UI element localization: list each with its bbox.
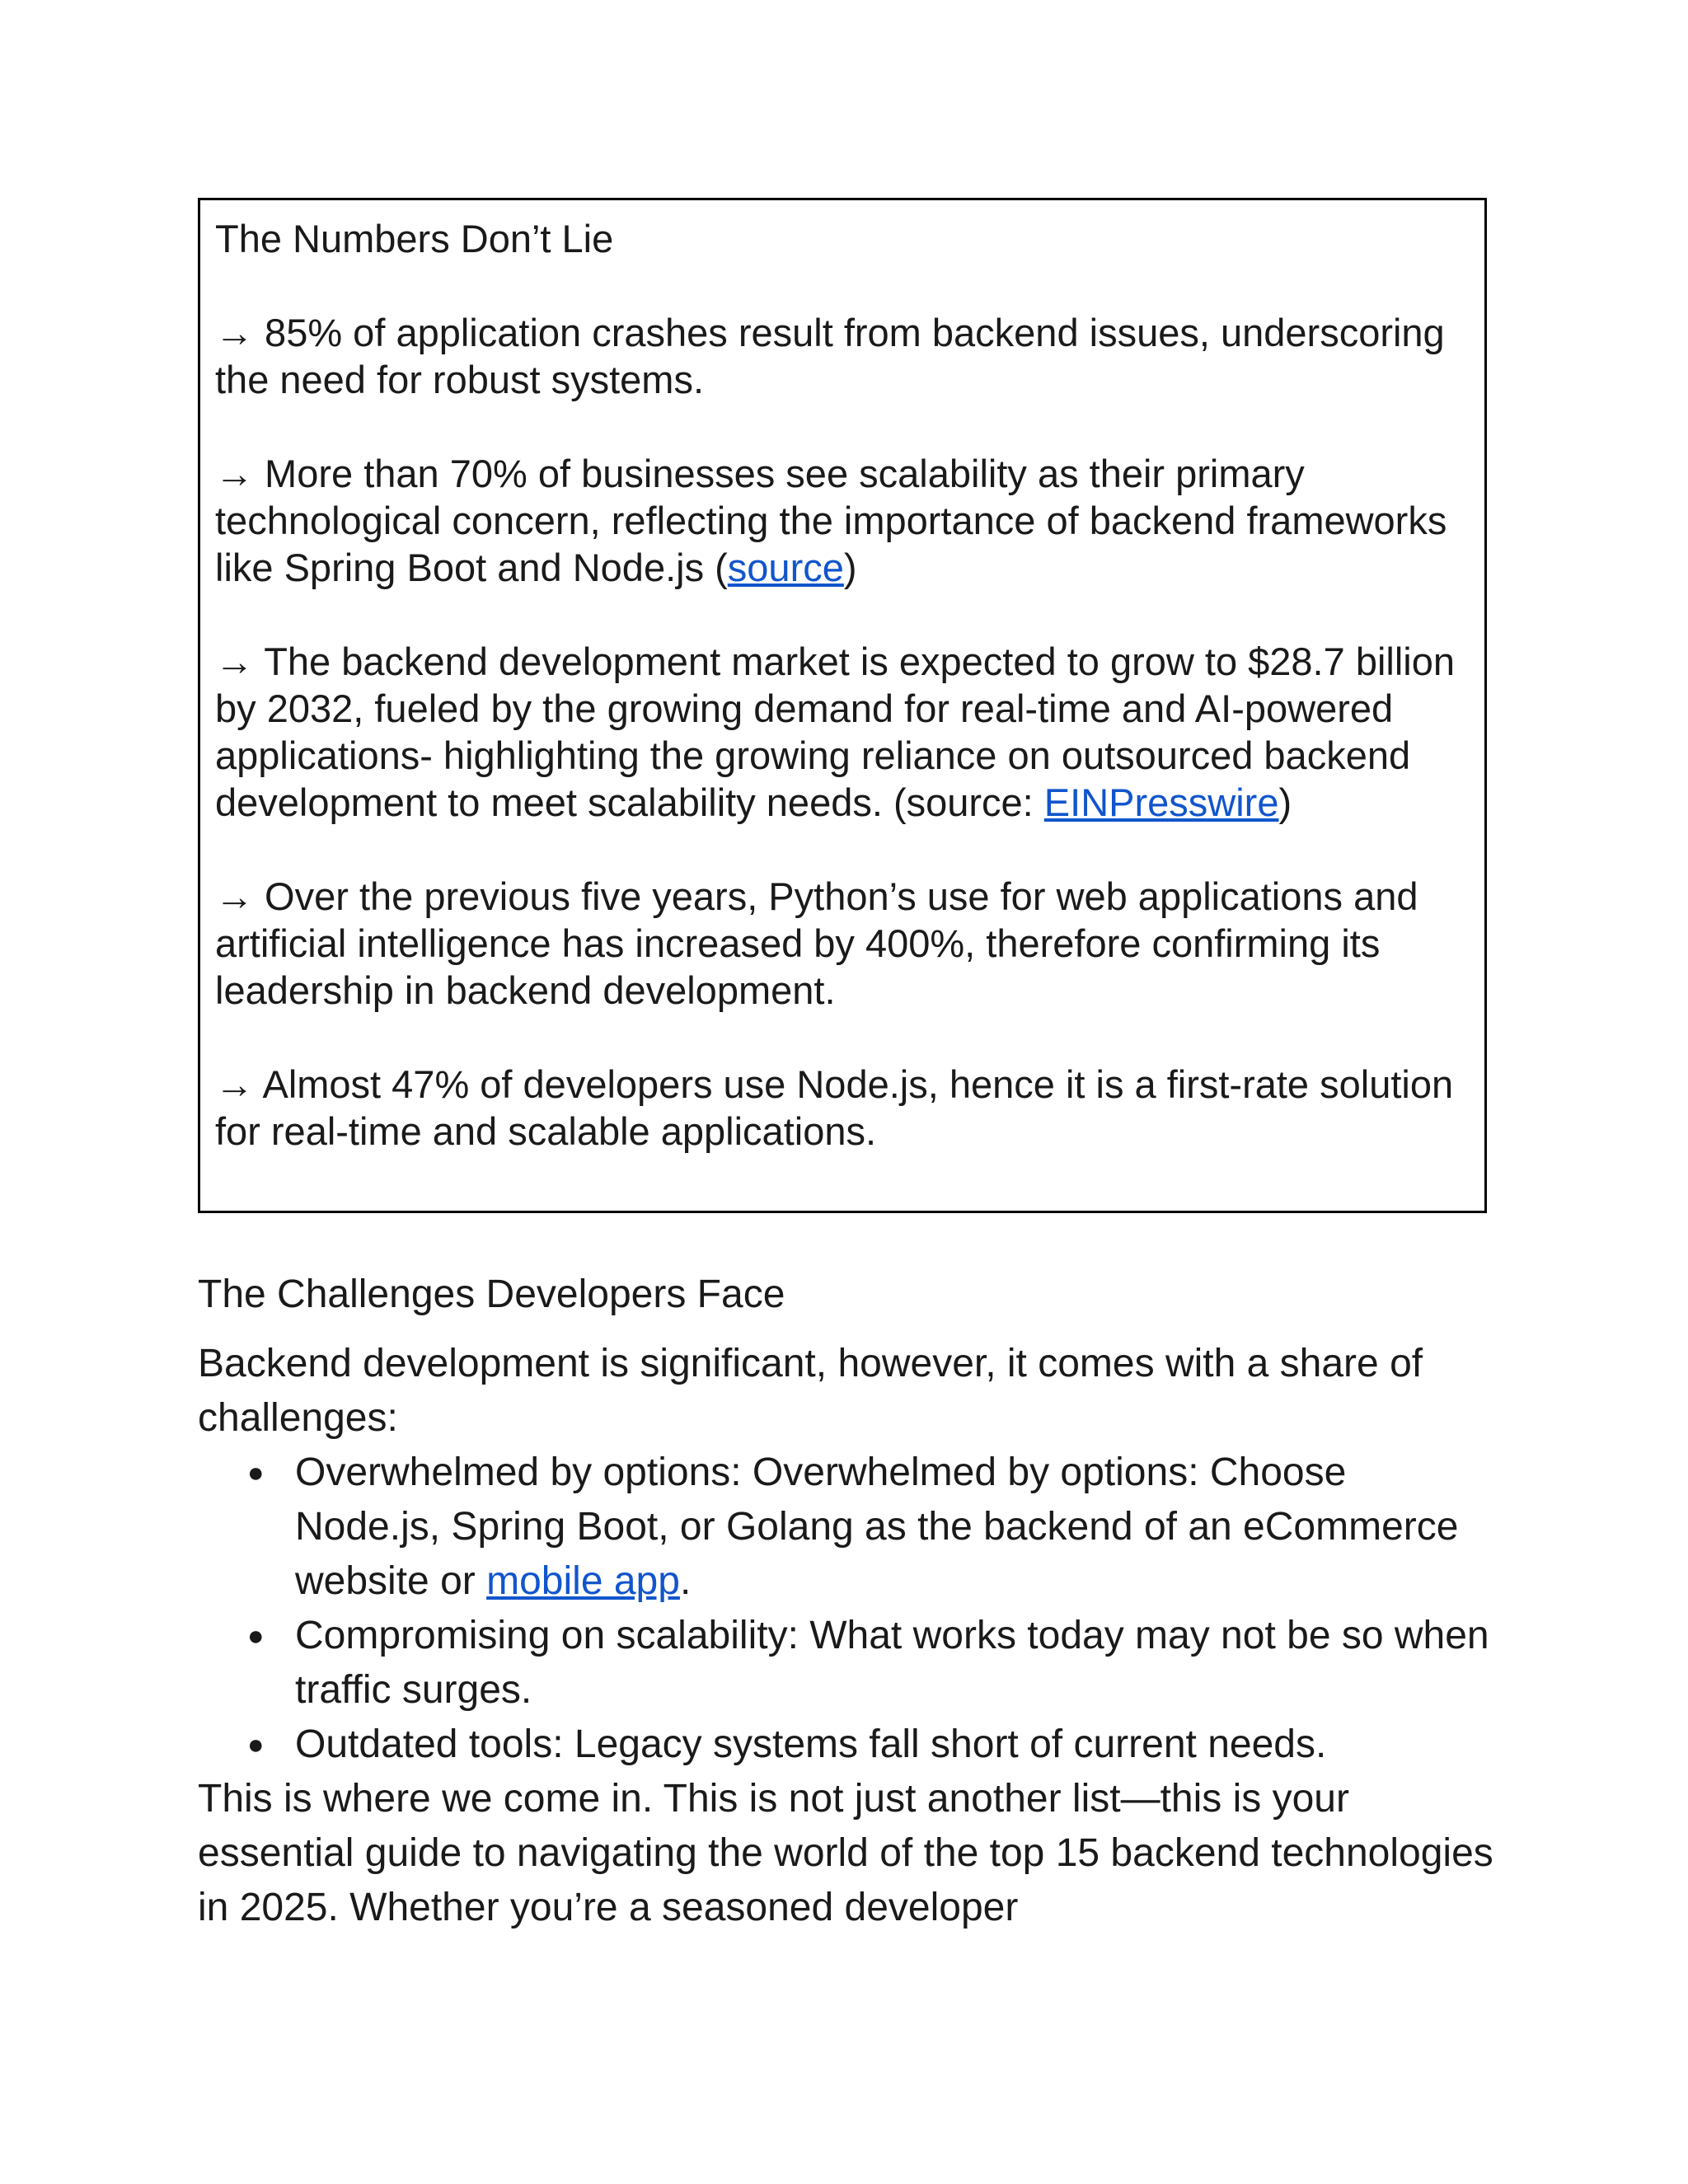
list-item-text: Overwhelmed by options: Overwhelmed by options: Choose Node.js, Spring Boot, or Golang as the backend of an eCommerce website or [295,1451,1459,1603]
bullet-icon: ● [247,1620,265,1652]
stat-item-market [215,638,1468,826]
einpresswire-link[interactable]: EINPresswire [1043,780,1279,824]
list-item-text: Outdated tools: Legacy systems fall short of current needs. [295,1722,1327,1766]
mobile-app-link[interactable]: mobile app [486,1559,680,1603]
bullet-icon: ● [247,1457,265,1488]
challenges-list [198,1446,1500,1772]
stat-item-market-text: → The backend development market is expected to grow to $28.7 billion by 2032, fueled by the growing demand for real-time and AI-powered applications- highlighting the growing reliance on outsourced backend development to meet scalability needs. (source: [215,640,1455,824]
list-item [198,1609,1498,1718]
closing-paragraph: This is where we come in. This is not just another list—this is your essential guide to navigating the world of the top 15 backend technologies in 2025. Whether you’re a seasoned developer [198,1777,1493,1929]
stats-callout-box [198,198,1487,1213]
source-link[interactable]: source [727,546,844,589]
challenges-section [198,1268,1500,1935]
stat-item-python: → Over the previous five years, Python’s use for web applications and artificial intelligence has increased by 400%, therefore confirming its leadership in backend development. [215,874,1418,1012]
stat-item-scalability-close: ) [843,546,857,589]
list-item-text-end: . [679,1559,692,1603]
list-item [198,1718,1498,1772]
stat-item-market-close: ) [1278,780,1292,824]
challenges-intro: Backend development is significant, however, it comes with a share of challenges: [198,1342,1423,1440]
list-item-text: Compromising on scalability: What works today may not be so when traffic surges. [295,1614,1489,1712]
stat-item-scalability-text: → More than 70% of businesses see scalability as their primary technological concern, reflecting the importance of backend frameworks like Spring Boot and Node.js ( [215,452,1447,589]
bullet-icon: ● [247,1729,265,1760]
stat-item-nodejs: → Almost 47% of developers use Node.js, hence it is a first-rate solution for real-time and scalable applications. [215,1062,1454,1153]
stats-box-title: The Numbers Don’t Lie [215,217,614,260]
list-item [198,1446,1498,1609]
stat-item-crashes: → 85% of application crashes result from backend issues, underscoring the need for robust systems. [215,311,1445,401]
challenges-heading: The Challenges Developers Face [198,1272,785,1316]
stat-item-scalability [215,450,1468,591]
